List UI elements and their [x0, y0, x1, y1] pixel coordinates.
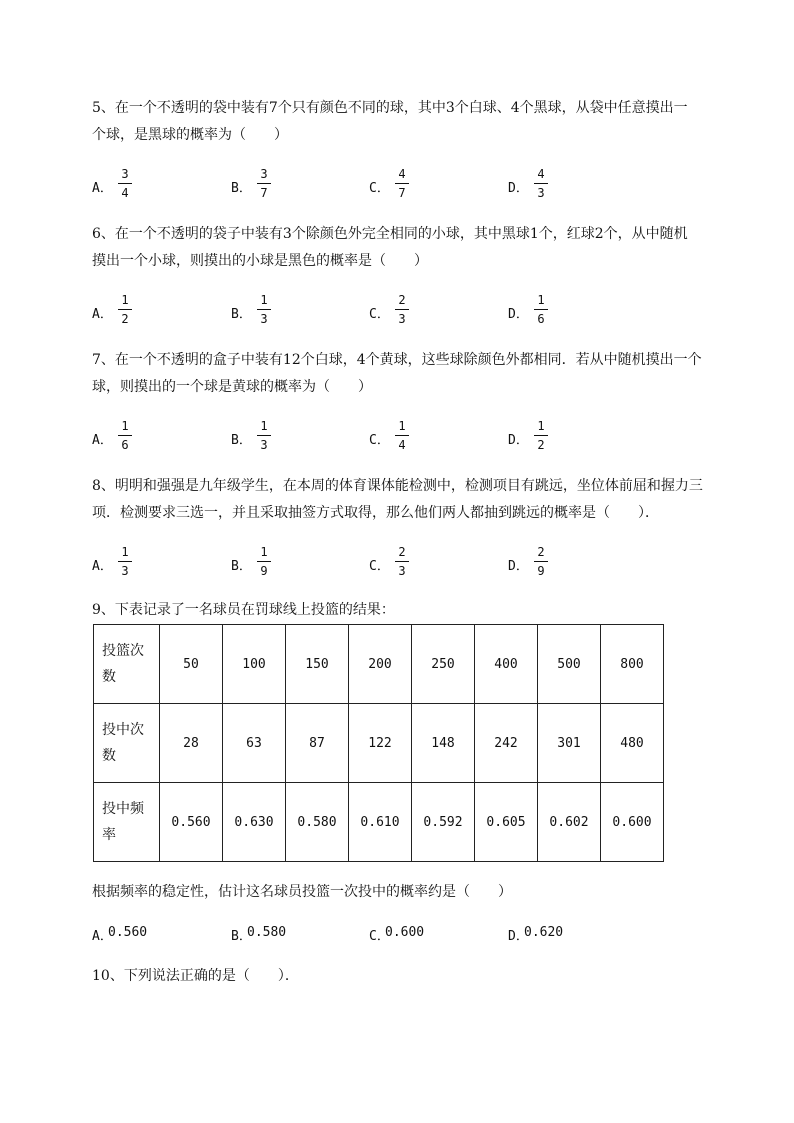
table-cell: 200	[349, 625, 412, 704]
table-cell: 800	[601, 625, 664, 704]
q8-options: A． 1 3 B． 1 9 C． 2 3 D． 2 9	[92, 544, 712, 584]
table-cell: 28	[160, 704, 223, 783]
table-cell: 150	[286, 625, 349, 704]
q5-stem-line1: 5、在一个不透明的袋中装有7个只有颜色不同的球，其中3个白球、4个黑球，从袋中任意摸出一	[92, 100, 688, 116]
shooting-results-table	[93, 624, 664, 862]
table-cell: 0.610	[349, 783, 412, 862]
table-cell: 100	[223, 625, 286, 704]
q9-intro: 9、下表记录了一名球员在罚球线上投篮的结果：	[92, 602, 395, 618]
q7-stem-line2: 球，则摸出的一个球是黄球的概率为（ ）	[92, 379, 372, 395]
fraction: 2 3	[395, 292, 409, 327]
table-cell: 0.580	[286, 783, 349, 862]
table-cell: 87	[286, 704, 349, 783]
fraction: 4 7	[395, 166, 409, 201]
fraction: 1 6	[118, 418, 132, 453]
fraction: 2 9	[534, 544, 548, 579]
q8-stem-line2: 项．检测要求三选一，并且采取抽签方式取得，那么他们两人都抽到跳远的概率是（ ）．	[92, 505, 659, 521]
fraction: 4 3	[534, 166, 548, 201]
row-header: 投中频 率	[94, 783, 160, 862]
table-cell: 0.600	[601, 783, 664, 862]
q7-stem-line1: 7、在一个不透明的盒子中装有12个白球，4个黄球，这些球除颜色外都相同．若从中随机摸出一个	[92, 352, 702, 368]
table-cell: 0.605	[475, 783, 538, 862]
table-row	[94, 704, 664, 783]
table-row	[94, 625, 664, 704]
table-cell: 122	[349, 704, 412, 783]
fraction: 2 3	[395, 544, 409, 579]
table-cell: 480	[601, 704, 664, 783]
fraction: 1 3	[257, 292, 271, 327]
row-header: 投篮次 数	[94, 625, 160, 704]
table-cell: 148	[412, 704, 475, 783]
table-cell: 250	[412, 625, 475, 704]
table-cell: 0.592	[412, 783, 475, 862]
table-cell: 50	[160, 625, 223, 704]
table-cell: 242	[475, 704, 538, 783]
q7-options: A． 1 6 B． 1 3 C． 1 4 D． 1 2	[92, 418, 712, 458]
fraction: 1 2	[534, 418, 548, 453]
fraction: 1 6	[534, 292, 548, 327]
q5-options: A． 3 4 B． 3 7 C． 4 7 D． 4 3	[92, 166, 712, 206]
fraction: 1 9	[257, 544, 271, 579]
q5-stem-line2: 个球，是黑球的概率为（ ）	[92, 127, 288, 143]
fraction: 1 3	[118, 544, 132, 579]
q9-stem: 根据频率的稳定性，估计这名球员投篮一次投中的概率约是（ ）	[92, 884, 512, 900]
fraction: 3 4	[118, 166, 132, 201]
q8-stem-line1: 8、明明和强强是九年级学生，在本周的体育课体能检测中，检测项目有跳远，坐位体前屈和握力三	[92, 478, 703, 494]
fraction: 3 7	[257, 166, 271, 201]
fraction: 1 4	[395, 418, 409, 453]
table-cell: 63	[223, 704, 286, 783]
table-cell: 0.560	[160, 783, 223, 862]
table-row	[94, 783, 664, 862]
q6-stem-line2: 摸出一个小球，则摸出的小球是黑色的概率是（ ）	[92, 253, 428, 269]
q10-stem: 10、下列说法正确的是（ ）．	[92, 968, 299, 984]
row-header: 投中次 数	[94, 704, 160, 783]
table-cell: 0.602	[538, 783, 601, 862]
fraction: 1 3	[257, 418, 271, 453]
fraction: 1 2	[118, 292, 132, 327]
table-cell: 0.630	[223, 783, 286, 862]
q9-options: A． 0.560 B． 0.580 C． 0.600 D． 0.620	[92, 925, 564, 944]
table-cell: 400	[475, 625, 538, 704]
table-cell: 500	[538, 625, 601, 704]
table-cell: 301	[538, 704, 601, 783]
q6-stem-line1: 6、在一个不透明的袋子中装有3个除颜色外完全相同的小球，其中黑球1个，红球2个，从中随机	[92, 226, 688, 242]
q6-options: A． 1 2 B． 1 3 C． 2 3 D． 1 6	[92, 292, 712, 332]
